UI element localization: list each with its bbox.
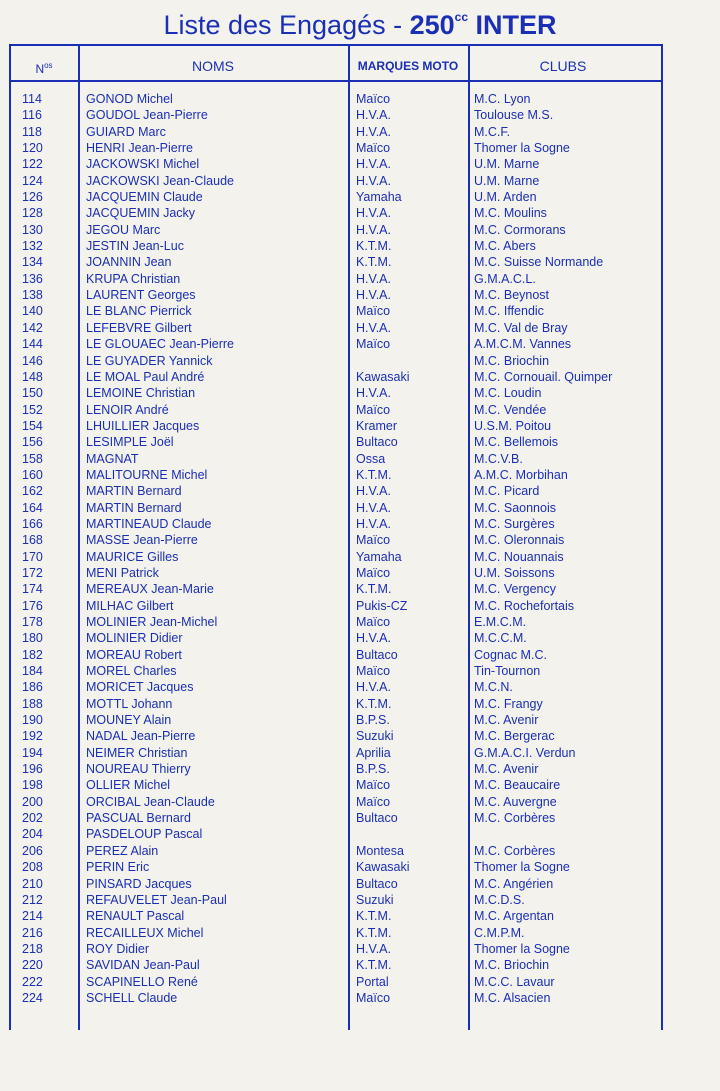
- row-number: 118: [22, 124, 42, 139]
- rider-name: MOTTL Johann: [86, 696, 173, 711]
- club-name: M.C. Briochin: [474, 353, 550, 368]
- rider-name: LAURENT Georges: [86, 288, 196, 303]
- rider-name: MOLINIER Didier: [86, 631, 183, 646]
- rider-name: PASCUAL Bernard: [86, 811, 191, 826]
- row-number: 212: [22, 892, 43, 907]
- table-row: [0, 271, 720, 287]
- table-row: [0, 451, 720, 467]
- row-number: 172: [22, 565, 43, 580]
- rider-name: REFAUVELET Jean-Paul: [86, 892, 227, 907]
- row-number: 156: [22, 435, 43, 450]
- header-num-label: N: [35, 62, 45, 76]
- club-name: Thomer la Sogne: [474, 141, 570, 156]
- rider-name: RENAULT Pascal: [86, 909, 185, 924]
- row-number: 222: [22, 974, 43, 989]
- rider-name: PINSARD Jacques: [86, 876, 192, 891]
- motorcycle-make: Montesa: [356, 843, 404, 858]
- club-name: U.S.M. Poitou: [474, 418, 552, 433]
- header-num-sup: os: [44, 61, 53, 70]
- row-number: 220: [22, 958, 43, 973]
- table-row: [0, 876, 720, 892]
- row-number: 176: [22, 598, 43, 613]
- table-row: [0, 598, 720, 614]
- row-number: 214: [22, 909, 43, 924]
- rider-name: LE BLANC Pierrick: [86, 304, 192, 319]
- motorcycle-make: Aprilia: [356, 745, 391, 760]
- row-number: 192: [22, 729, 43, 744]
- row-number: 152: [22, 402, 43, 417]
- rider-name: LE GLOUAEC Jean-Pierre: [86, 337, 234, 352]
- club-name: M.C.F.: [474, 124, 511, 139]
- row-number: 150: [22, 386, 43, 401]
- rider-name: MALITOURNE Michel: [86, 467, 208, 482]
- rider-name: JACKOWSKI Jean-Claude: [86, 173, 234, 188]
- table-row: [0, 777, 720, 793]
- table-row: [0, 320, 720, 336]
- table-row: [0, 483, 720, 499]
- rider-name: ORCIBAL Jean-Claude: [86, 794, 215, 809]
- row-number: 204: [22, 827, 43, 842]
- club-name: M.C. Corbères: [474, 811, 556, 826]
- header-divider: [11, 80, 661, 82]
- motorcycle-make: K.T.M.: [356, 958, 392, 973]
- table-row: [0, 810, 720, 826]
- motorcycle-make: K.T.M.: [356, 255, 392, 270]
- title-class-number: 250: [409, 10, 455, 40]
- row-number: 182: [22, 647, 43, 662]
- row-number: 128: [22, 206, 43, 221]
- row-number: 132: [22, 239, 43, 254]
- club-name: M.C. Vergency: [474, 582, 556, 597]
- club-name: M.C. Nouannais: [474, 549, 564, 564]
- table-row: [0, 892, 720, 908]
- rider-name: LESIMPLE Joël: [86, 435, 174, 450]
- table-row: [0, 745, 720, 761]
- motorcycle-make: Yamaha: [356, 190, 402, 205]
- motorcycle-make: Ossa: [356, 451, 386, 466]
- motorcycle-make: K.T.M.: [356, 467, 392, 482]
- motorcycle-make: Maïco: [356, 533, 391, 548]
- club-name: M.C.C. Lavaur: [474, 974, 555, 989]
- club-name: Thomer la Sogne: [474, 860, 570, 875]
- club-name: M.C. Surgères: [474, 516, 555, 531]
- rider-name: PASDELOUP Pascal: [86, 827, 203, 842]
- header-names: NOMS: [192, 58, 234, 74]
- row-number: 196: [22, 762, 43, 777]
- motorcycle-make: H.V.A.: [356, 680, 391, 695]
- rider-name: NADAL Jean-Pierre: [86, 729, 196, 744]
- table-row: [0, 679, 720, 695]
- club-name: M.C. Bellemois: [474, 435, 559, 450]
- rider-name: MILHAC Gilbert: [86, 598, 174, 613]
- table-row: [0, 728, 720, 744]
- table-row: [0, 369, 720, 385]
- table-row: [0, 238, 720, 254]
- motorcycle-make: Bultaco: [356, 647, 398, 662]
- table-row: [0, 287, 720, 303]
- rider-name: OLLIER Michel: [86, 778, 171, 793]
- rider-name: GONOD Michel: [86, 92, 173, 106]
- club-name: M.C. Saonnois: [474, 500, 556, 515]
- row-number: 166: [22, 516, 43, 531]
- club-name: M.C. Auvergne: [474, 794, 557, 809]
- motorcycle-make: H.V.A.: [356, 320, 391, 335]
- table-row: [0, 696, 720, 712]
- motorcycle-make: Maïco: [356, 664, 391, 679]
- table-row: [0, 402, 720, 418]
- table-row: [0, 826, 720, 842]
- rider-name: JACQUEMIN Jacky: [86, 206, 196, 221]
- table-row: [0, 467, 720, 483]
- rider-name: JACQUEMIN Claude: [86, 190, 203, 205]
- rider-name: MEREAUX Jean-Marie: [86, 582, 214, 597]
- page-title: [0, 0, 720, 40]
- row-number: 198: [22, 778, 43, 793]
- row-number: 124: [22, 173, 43, 188]
- club-name: M.C.N.: [474, 680, 513, 695]
- table-row: [0, 353, 720, 369]
- table-row: [0, 205, 720, 221]
- table-row: [0, 647, 720, 663]
- motorcycle-make: H.V.A.: [356, 500, 391, 515]
- rider-name: MASSE Jean-Pierre: [86, 533, 198, 548]
- motorcycle-make: Bultaco: [356, 876, 398, 891]
- row-number: 178: [22, 615, 43, 629]
- table-row: [0, 500, 720, 516]
- rider-name: LEFEBVRE Gilbert: [86, 320, 192, 335]
- motorcycle-make: H.V.A.: [356, 631, 391, 646]
- header-clubs: CLUBS: [539, 58, 587, 74]
- rider-name: LENOIR André: [86, 402, 169, 417]
- motorcycle-make: K.T.M.: [356, 909, 392, 924]
- club-name: M.C. Suisse Normande: [474, 255, 604, 270]
- table-row: [0, 418, 720, 434]
- club-name: M.C. Abers: [474, 239, 536, 254]
- club-name: E.M.C.M.: [474, 615, 527, 629]
- rider-name: MAGNAT: [86, 451, 139, 466]
- row-number: 174: [22, 582, 43, 597]
- club-name: M.C. Beaucaire: [474, 778, 561, 793]
- motorcycle-make: Pukis-CZ: [356, 598, 408, 613]
- rider-name: MOREL Charles: [86, 664, 177, 679]
- motorcycle-make: Maïco: [356, 990, 391, 1005]
- row-number: 206: [22, 843, 43, 858]
- motorcycle-make: Maïco: [356, 337, 391, 352]
- motorcycle-make: Maïco: [356, 615, 391, 629]
- motorcycle-make: H.V.A.: [356, 941, 391, 956]
- motorcycle-make: B.P.S.: [356, 762, 390, 777]
- rider-name: MORICET Jacques: [86, 680, 194, 695]
- header-num: [12, 54, 76, 78]
- motorcycle-make: K.T.M.: [356, 582, 392, 597]
- rider-name: LHUILLIER Jacques: [86, 418, 200, 433]
- rider-name: LEMOINE Christian: [86, 386, 196, 401]
- row-number: 208: [22, 860, 43, 875]
- row-number: 168: [22, 533, 43, 548]
- table-row: [0, 974, 720, 990]
- table-row: [0, 156, 720, 172]
- motorcycle-make: Yamaha: [356, 549, 402, 564]
- motorcycle-make: Suzuki: [356, 729, 394, 744]
- rider-name: ROY Didier: [86, 941, 149, 956]
- motorcycle-make: H.V.A.: [356, 108, 391, 123]
- rider-name: MOUNEY Alain: [86, 713, 172, 728]
- table-row: [0, 532, 720, 548]
- row-number: 122: [22, 157, 43, 172]
- row-number: 114: [22, 92, 42, 106]
- row-number: 186: [22, 680, 43, 695]
- motorcycle-make: H.V.A.: [356, 516, 391, 531]
- motorcycle-make: Kramer: [356, 418, 397, 433]
- row-number: 164: [22, 500, 43, 515]
- row-number: 116: [22, 108, 42, 123]
- motorcycle-make: H.V.A.: [356, 271, 391, 286]
- row-number: 202: [22, 811, 43, 826]
- table-row: [0, 712, 720, 728]
- club-name: A.M.C. Morbihan: [474, 467, 568, 482]
- rider-name: NEIMER Christian: [86, 745, 188, 760]
- row-number: 138: [22, 288, 43, 303]
- club-name: M.C.V.B.: [474, 451, 523, 466]
- motorcycle-make: H.V.A.: [356, 173, 391, 188]
- row-number: 146: [22, 353, 43, 368]
- row-number: 216: [22, 925, 43, 940]
- motorcycle-make: Maïco: [356, 304, 391, 319]
- table-row: [0, 516, 720, 532]
- motorcycle-make: K.T.M.: [356, 239, 392, 254]
- motorcycle-make: Maïco: [356, 141, 391, 156]
- motorcycle-make: Kawasaki: [356, 369, 410, 384]
- table-row: [0, 222, 720, 238]
- rider-name: MENI Patrick: [86, 565, 159, 580]
- row-number: 224: [22, 990, 43, 1005]
- club-name: M.C. Angérien: [474, 876, 554, 891]
- rider-name: JACKOWSKI Michel: [86, 157, 200, 172]
- motorcycle-make: Portal: [356, 974, 389, 989]
- rider-name: GOUDOL Jean-Pierre: [86, 108, 208, 123]
- title-unit: cc: [454, 10, 469, 24]
- club-name: M.C. Corbères: [474, 843, 556, 858]
- rider-name: MARTIN Bernard: [86, 484, 182, 499]
- table-row: [0, 941, 720, 957]
- motorcycle-make: Maïco: [356, 402, 391, 417]
- motorcycle-make: H.V.A.: [356, 288, 391, 303]
- table-row: [0, 434, 720, 450]
- club-name: M.C.C.M.: [474, 631, 527, 646]
- club-name: M.C.D.S.: [474, 892, 525, 907]
- club-name: Thomer la Sogne: [474, 941, 570, 956]
- row-number: 162: [22, 484, 43, 499]
- rider-name: JESTIN Jean-Luc: [86, 239, 184, 254]
- table-row: [0, 663, 720, 679]
- table-row: [0, 581, 720, 597]
- table-row: [0, 843, 720, 859]
- motorcycle-make: K.T.M.: [356, 696, 392, 711]
- table-row: [0, 957, 720, 973]
- motorcycle-make: Kawasaki: [356, 860, 410, 875]
- rider-name: KRUPA Christian: [86, 271, 181, 286]
- motorcycle-make: Maïco: [356, 565, 391, 580]
- row-number: 210: [22, 876, 43, 891]
- rider-name: PERIN Eric: [86, 860, 150, 875]
- club-name: U.M. Marne: [474, 157, 540, 172]
- club-name: M.C. Oleronnais: [474, 533, 565, 548]
- motorcycle-make: Maïco: [356, 778, 391, 793]
- rider-name: SAVIDAN Jean-Paul: [86, 958, 200, 973]
- club-name: M.C. Alsacien: [474, 990, 551, 1005]
- row-number: 154: [22, 418, 43, 433]
- row-number: 142: [22, 320, 43, 335]
- club-name: C.M.P.M.: [474, 925, 525, 940]
- rider-name: JEGOU Marc: [86, 222, 161, 237]
- table-row: [0, 91, 720, 107]
- club-name: M.C. Moulins: [474, 206, 547, 221]
- rider-name: LE MOAL Paul André: [86, 369, 205, 384]
- row-number: 140: [22, 304, 43, 319]
- club-name: U.M. Marne: [474, 173, 540, 188]
- rider-name: MOLINIER Jean-Michel: [86, 615, 218, 629]
- club-name: G.M.A.C.I. Verdun: [474, 745, 576, 760]
- table-row: [0, 990, 720, 1006]
- table-row: [0, 565, 720, 581]
- club-name: M.C. Cormorans: [474, 222, 566, 237]
- table-row: [0, 124, 720, 140]
- table-row: [0, 173, 720, 189]
- table-row: [0, 189, 720, 205]
- motorcycle-make: H.V.A.: [356, 206, 391, 221]
- motorcycle-make: Bultaco: [356, 435, 398, 450]
- row-number: 194: [22, 745, 43, 760]
- table-row: [0, 336, 720, 352]
- club-name: M.C. Avenir: [474, 762, 539, 777]
- rider-name: MAURICE Gilles: [86, 549, 179, 564]
- table-row: [0, 925, 720, 941]
- rider-name: SCHELL Claude: [86, 990, 178, 1005]
- table-row: [0, 303, 720, 319]
- title-prefix: Liste des Engagés -: [163, 10, 410, 40]
- row-number: 200: [22, 794, 43, 809]
- rider-name: MARTINEAUD Claude: [86, 516, 212, 531]
- row-number: 218: [22, 941, 43, 956]
- row-number: 144: [22, 337, 43, 352]
- club-name: M.C. Bergerac: [474, 729, 555, 744]
- club-name: M.C. Iffendic: [474, 304, 544, 319]
- club-name: M.C. Avenir: [474, 713, 539, 728]
- club-name: M.C. Briochin: [474, 958, 550, 973]
- club-name: M.C. Rochefortais: [474, 598, 575, 613]
- title-class: INTER: [468, 10, 557, 40]
- club-name: M.C. Picard: [474, 484, 540, 499]
- row-number: 134: [22, 255, 43, 270]
- motorcycle-make: H.V.A.: [356, 386, 391, 401]
- rider-name: MARTIN Bernard: [86, 500, 182, 515]
- motorcycle-make: B.P.S.: [356, 713, 390, 728]
- club-name: M.C. Frangy: [474, 696, 543, 711]
- table-row: [0, 908, 720, 924]
- rider-name: LE GUYADER Yannick: [86, 353, 213, 368]
- table-row: [0, 614, 720, 630]
- row-number: 170: [22, 549, 43, 564]
- motorcycle-make: H.V.A.: [356, 124, 391, 139]
- rider-name: MOREAU Robert: [86, 647, 182, 662]
- row-number: 180: [22, 631, 43, 646]
- motorcycle-make: Bultaco: [356, 811, 398, 826]
- motorcycle-make: H.V.A.: [356, 157, 391, 172]
- rider-name: NOUREAU Thierry: [86, 762, 191, 777]
- table-row: [0, 859, 720, 875]
- club-name: M.C. Lyon: [474, 92, 531, 106]
- club-name: U.M. Soissons: [474, 565, 555, 580]
- motorcycle-make: H.V.A.: [356, 222, 391, 237]
- row-number: 136: [22, 271, 43, 286]
- row-number: 158: [22, 451, 43, 466]
- motorcycle-make: K.T.M.: [356, 925, 392, 940]
- club-name: M.C. Argentan: [474, 909, 554, 924]
- table-row: [0, 549, 720, 565]
- table-row: [0, 761, 720, 777]
- rider-name: HENRI Jean-Pierre: [86, 141, 193, 156]
- club-name: Cognac M.C.: [474, 647, 547, 662]
- club-name: Tin-Tournon: [474, 664, 541, 679]
- club-name: M.C. Vendée: [474, 402, 547, 417]
- table-row: [0, 107, 720, 123]
- motorcycle-make: Maïco: [356, 92, 391, 106]
- motorcycle-make: Suzuki: [356, 892, 394, 907]
- row-number: 126: [22, 190, 43, 205]
- row-number: 148: [22, 369, 43, 384]
- table-row: [0, 385, 720, 401]
- header-makes: MARQUES MOTO: [357, 59, 459, 73]
- rider-name: RECAILLEUX Michel: [86, 925, 204, 940]
- club-name: G.M.A.C.L.: [474, 271, 536, 286]
- row-number: 120: [22, 141, 43, 156]
- motorcycle-make: Maïco: [356, 794, 391, 809]
- rider-name: PEREZ Alain: [86, 843, 159, 858]
- club-name: M.C. Loudin: [474, 386, 542, 401]
- table-row: [0, 794, 720, 810]
- club-name: M.C. Val de Bray: [474, 320, 568, 335]
- table-row: [0, 140, 720, 156]
- row-number: 190: [22, 713, 43, 728]
- table-row: [0, 254, 720, 270]
- rider-name: GUIARD Marc: [86, 124, 166, 139]
- table-row: [0, 630, 720, 646]
- motorcycle-make: H.V.A.: [356, 484, 391, 499]
- club-name: Toulouse M.S.: [474, 108, 554, 123]
- rider-name: JOANNIN Jean: [86, 255, 172, 270]
- row-number: 188: [22, 696, 43, 711]
- club-name: M.C. Cornouail. Quimper: [474, 369, 613, 384]
- row-number: 184: [22, 664, 43, 679]
- club-name: U.M. Arden: [474, 190, 537, 205]
- club-name: A.M.C.M. Vannes: [474, 337, 572, 352]
- club-name: M.C. Beynost: [474, 288, 550, 303]
- entrants-list: [0, 91, 720, 1006]
- row-number: 160: [22, 467, 43, 482]
- rider-name: SCAPINELLO René: [86, 974, 198, 989]
- row-number: 130: [22, 222, 43, 237]
